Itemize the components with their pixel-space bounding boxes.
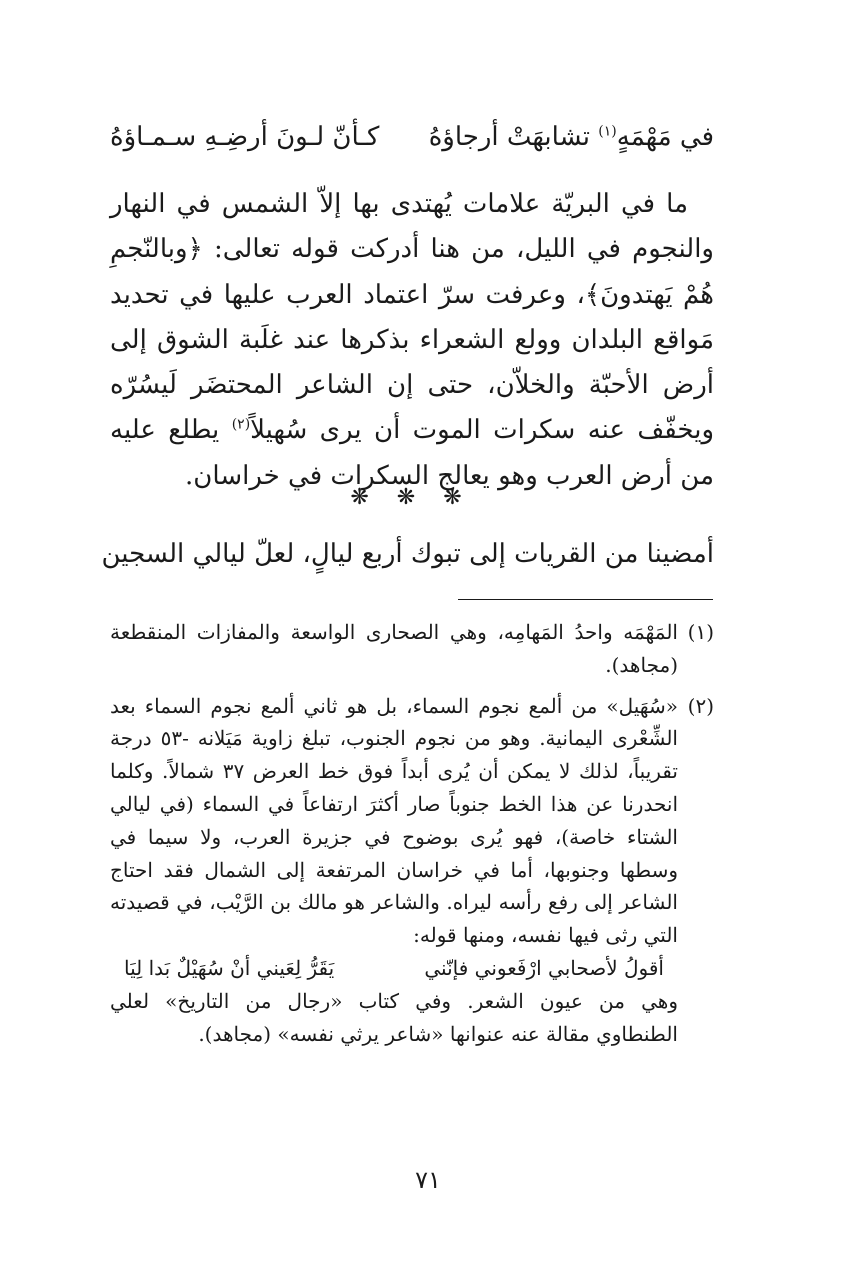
footnote-divider xyxy=(458,599,713,600)
star-icon: ❋ xyxy=(396,485,428,510)
poem-second-hemistich: يَقَرُّ لِعَيني أنْ سُهَيْلٌ بَدا لِيَا xyxy=(124,955,335,980)
paragraph-text-end: يطلع عليه من أرض العرب وهو يعالج السكرات في خراسان. xyxy=(110,415,714,491)
poem-first-hemistich: أقولُ لأصحابي ارْفَعوني فإنّني xyxy=(424,955,664,980)
verse-second-hemistich: كـأنّ لـونَ أرضِـهِ سـمـاؤهُ xyxy=(110,122,380,152)
footnote-number: (١) xyxy=(687,620,714,644)
second-paragraph: أمضينا من القريات إلى تبوك أربع ليالٍ، لعلّ ليالي السجين xyxy=(101,539,714,569)
footnote-text: «سُهَيل» من ألمع نجوم السماء، بل هو ثاني ألمع نجوم السماء بعد الشِّعْرى اليمانية. وهو من نجوم الجنوب، تبلغ زاوية مَيَلانه -٥٣ درجة تقريباً، لذلك لا يمكن أن يُرى أبداً فوق خط العرض ٣٧ شمالاً. وكلما انحدرنا عن هذا الخط جنوباً صار أكثرَ ارتفاعاً في السماء (في ليالي الشتاء خاصة)، فهو يُرى بوضوح في جزيرة العرب، ولا سيما في وسطها وجنوبها، أما في خراسان المرتفعة إلى الشمال فقد احتاج الشاعر إلى رفع رأسه ليراه. والشاعر هو مالك بن الرَّيْب، في قصيدته التي رثى فيها نفسه، ومنها قوله: xyxy=(110,693,678,948)
section-separator xyxy=(110,478,714,518)
page-number: ٧١ xyxy=(415,1166,441,1194)
verse-first-hemistich: في مَهْمَهٍ$^{(١)}$ تشابهَتْ أرجاؤهُ xyxy=(428,122,714,152)
main-paragraph xyxy=(110,182,714,499)
footnote-text: المَهْمَه واحدُ المَهامِه، وهي الصحارى الواسعة والمفازات المنقطعة (مجاهد). xyxy=(110,620,678,677)
star-icon: ❋ xyxy=(350,485,381,510)
star-icon: ❋ xyxy=(443,485,474,510)
footnote-2 xyxy=(110,690,714,1051)
footnote-ref-2[interactable]: (٢) xyxy=(231,416,251,433)
paragraph-text: ما في البريّة علامات يُهتدى بها إلاّ الشمس في النهار والنجوم في الليل، من هنا أدركت قوله تعالى: ﴿وبالنّجمِ هُمْ يَهتدونَ﴾، وعرفت سرّ اعتماد العرب عليها في تحديد مَواقع البلدان وولع الشعراء بذكرها عند غلَبة الشوق إلى أرض الأحبّة والخلاّن، حتى إن الشاعر المحتضَر لَيسُرّه ويخفّف عنه سكرات الموت أن يرى سُهيلاً xyxy=(110,189,715,446)
footnote-poem xyxy=(110,952,678,985)
footnote-ref-1[interactable]: (١) xyxy=(598,123,617,140)
footnote-text-after: وهي من عيون الشعر. وفي كتاب «رجال من التاريخ» لعلي الطنطاوي مقالة عنه عنوانها «شاعر يرثي نفسه» (مجاهد). xyxy=(110,988,678,1046)
footnotes xyxy=(110,616,714,1059)
footnote-number: (٢) xyxy=(687,693,714,718)
footnote-1 xyxy=(110,616,714,682)
opening-verse xyxy=(110,112,714,162)
